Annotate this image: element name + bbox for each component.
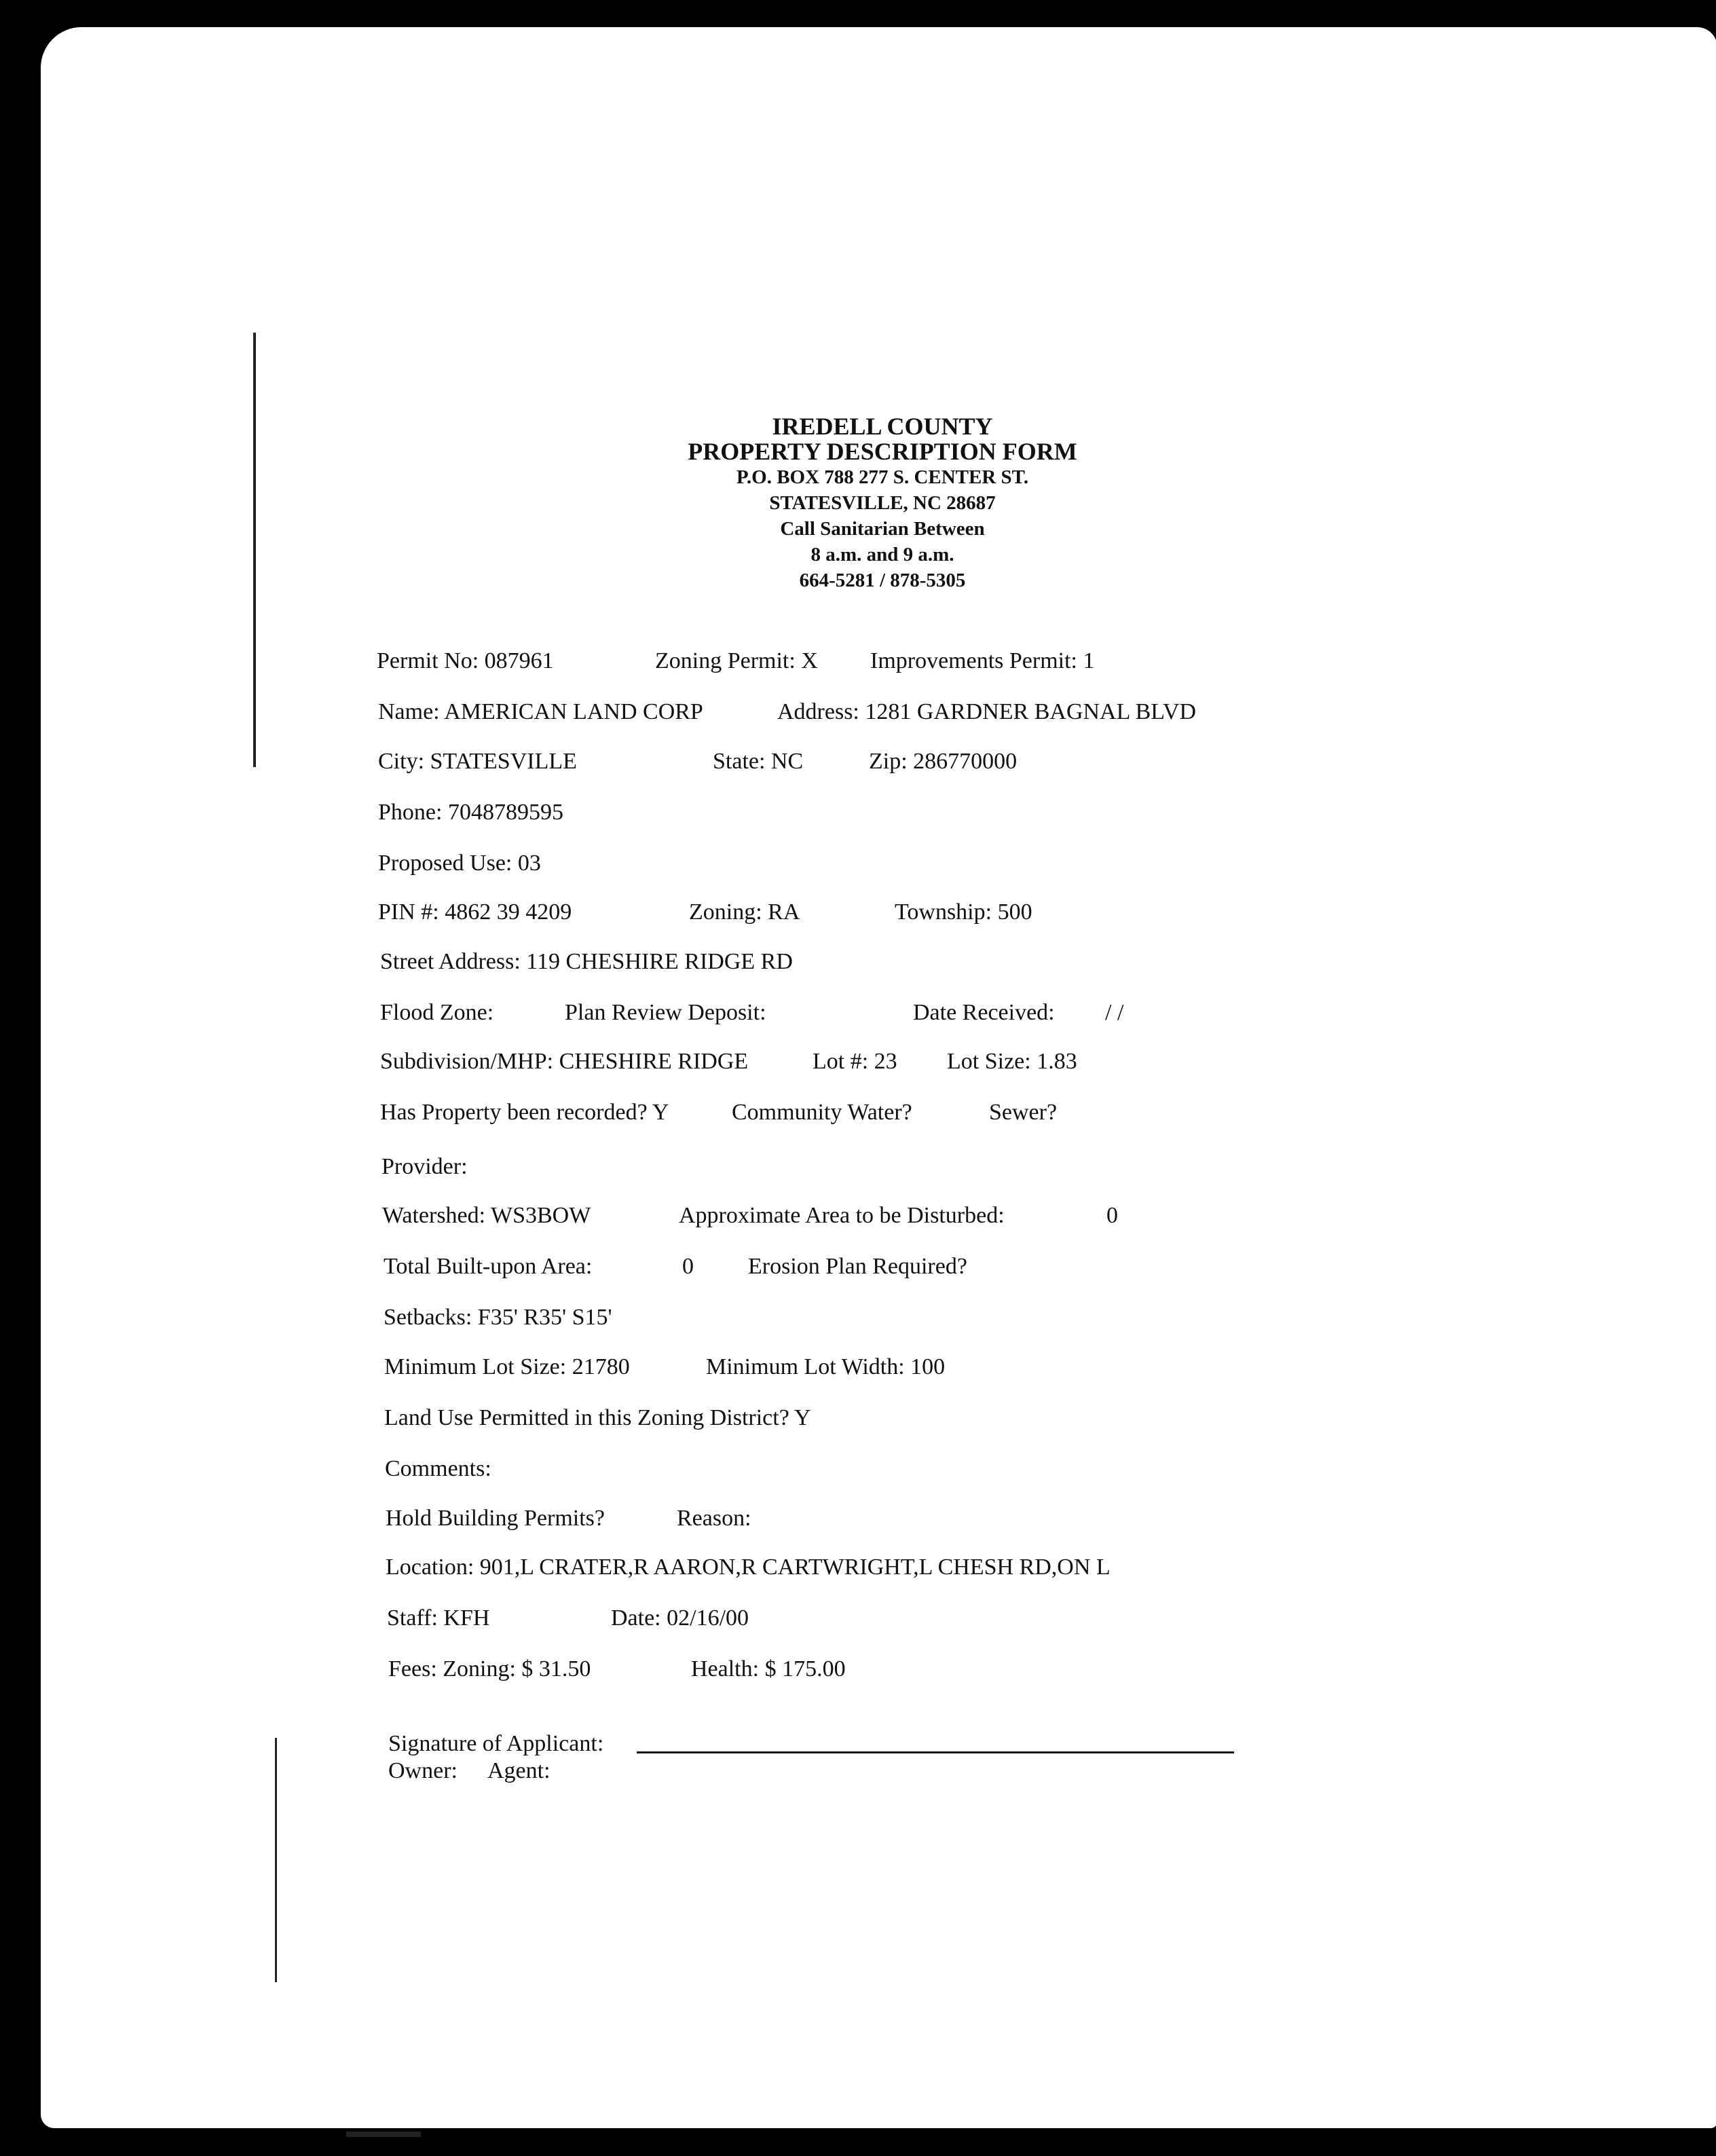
subdivision: Subdivision/MHP: CHESHIRE RIDGE [380, 1049, 749, 1074]
signature-line [637, 1751, 1234, 1753]
date: Date: 02/16/00 [611, 1605, 749, 1631]
scan-artifact [275, 1738, 277, 1982]
street-address: Street Address: 119 CHESHIRE RIDGE RD [380, 949, 793, 974]
date-received-value: / / [1105, 1000, 1124, 1025]
erosion-plan: Erosion Plan Required? [748, 1254, 967, 1279]
zip-code: Zip: 286770000 [869, 749, 1018, 774]
zoning: Zoning: RA [689, 899, 800, 925]
minimum-lot-size: Minimum Lot Size: 21780 [384, 1354, 630, 1379]
date-received: Date Received: [913, 1000, 1055, 1025]
call-hours: 8 a.m. and 9 a.m. [810, 544, 954, 565]
improvements-permit: Improvements Permit: 1 [870, 648, 1095, 673]
proposed-use: Proposed Use: 03 [378, 851, 541, 876]
sewer: Sewer? [989, 1100, 1058, 1125]
phone-numbers: 664-5281 / 878-5305 [799, 570, 966, 591]
area-disturbed-value: 0 [1106, 1203, 1118, 1228]
lot-size: Lot Size: 1.83 [947, 1049, 1077, 1074]
signature-label: Signature of Applicant: [388, 1731, 604, 1756]
hold-building-permits: Hold Building Permits? [386, 1506, 605, 1531]
flood-zone: Flood Zone: [380, 1000, 494, 1025]
scan-artifact [346, 2132, 421, 2137]
scanned-page [41, 27, 1716, 2128]
applicant-address: Address: 1281 GARDNER BAGNAL BLVD [777, 699, 1197, 724]
community-water: Community Water? [732, 1100, 912, 1125]
health-fee: Health: $ 175.00 [691, 1656, 846, 1681]
po-box-address: P.O. BOX 788 277 S. CENTER ST. [736, 466, 1029, 488]
setbacks: Setbacks: F35' R35' S15' [384, 1305, 612, 1330]
built-upon-value: 0 [682, 1254, 694, 1279]
county-title: IREDELL COUNTY [772, 413, 993, 440]
city-state-zip: STATESVILLE, NC 28687 [769, 492, 996, 514]
staff: Staff: KFH [387, 1605, 490, 1631]
applicant-name: Name: AMERICAN LAND CORP [378, 699, 703, 724]
zoning-fee: Fees: Zoning: $ 31.50 [388, 1656, 591, 1681]
watershed: Watershed: WS3BOW [382, 1203, 591, 1228]
property-recorded: Has Property been recorded? Y [380, 1100, 669, 1125]
phone: Phone: 7048789595 [378, 800, 563, 825]
location-directions: Location: 901,L CRATER,R AARON,R CARTWRIGHT,L CHESH RD,ON L [386, 1555, 1111, 1580]
pin-number: PIN #: 4862 39 4209 [378, 899, 572, 925]
built-upon-area: Total Built-upon Area: [384, 1254, 593, 1279]
call-sanitarian: Call Sanitarian Between [780, 518, 985, 540]
area-disturbed: Approximate Area to be Disturbed: [679, 1203, 1005, 1228]
form-title: PROPERTY DESCRIPTION FORM [688, 438, 1077, 465]
provider: Provider: [381, 1154, 468, 1179]
scan-artifact [253, 333, 256, 767]
reason: Reason: [677, 1506, 751, 1531]
lot-number: Lot #: 23 [813, 1049, 897, 1074]
comments: Comments: [385, 1456, 491, 1481]
township: Township: 500 [895, 899, 1032, 925]
owner-label: Owner: [388, 1758, 458, 1783]
agent-label: Agent: [487, 1758, 551, 1783]
zoning-permit: Zoning Permit: X [655, 648, 818, 673]
permit-number: Permit No: 087961 [377, 648, 554, 673]
plan-review-deposit: Plan Review Deposit: [565, 1000, 766, 1025]
minimum-lot-width: Minimum Lot Width: 100 [706, 1354, 946, 1379]
land-use-permitted: Land Use Permitted in this Zoning District? Y [384, 1405, 811, 1430]
state: State: NC [713, 749, 804, 774]
form-header [543, 414, 1222, 593]
city: City: STATESVILLE [378, 749, 577, 774]
